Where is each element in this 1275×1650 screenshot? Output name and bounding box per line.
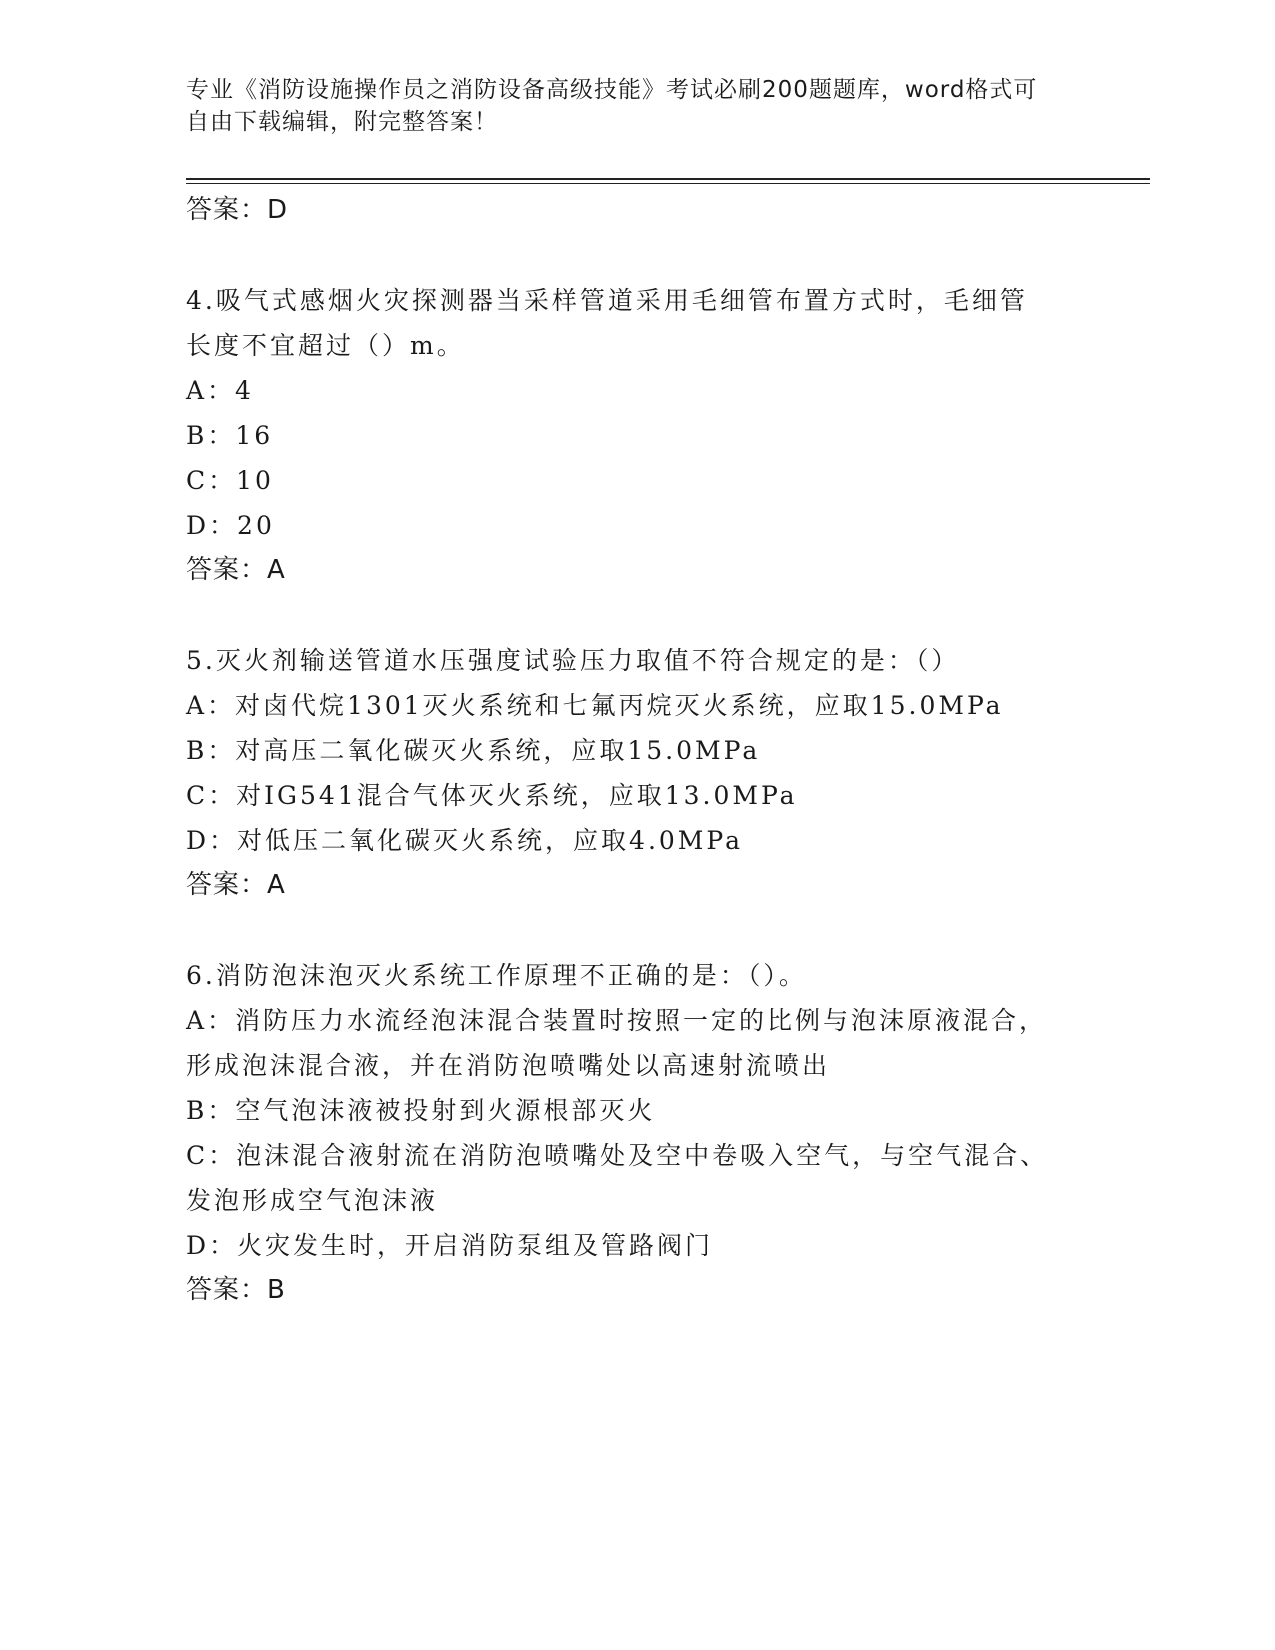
question-stem-line: 6.消防泡沫泡灭火系统工作原理不正确的是：（）。: [186, 961, 807, 990]
question-stem-line: 长度不宜超过（）m。: [186, 331, 465, 360]
answer: 答案：B: [186, 1275, 286, 1305]
option-b: B：空气泡沫液被投射到火源根部灭火: [186, 1096, 656, 1125]
option-d: D：对低压二氧化碳灭火系统，应取4.0MPa: [186, 826, 744, 855]
question-stem-line: 5.灭火剂输送管道水压强度试验压力取值不符合规定的是：（）: [186, 646, 960, 675]
option-d: D：20: [186, 511, 275, 540]
option-c-continued: 发泡形成空气泡沫液: [186, 1186, 439, 1215]
question-stem-line: 4.吸气式感烟火灾探测器当采样管道采用毛细管布置方式时，毛细管: [186, 286, 1028, 315]
spacer: [186, 593, 1066, 638]
header-line-2: 自由下载编辑，附完整答案！: [186, 109, 498, 135]
option-a: A：消防压力水流经泡沫混合装置时按照一定的比例与泡沫原液混合，: [186, 1006, 1048, 1035]
question-6: [186, 953, 1066, 1313]
option-b: B：16: [186, 421, 274, 450]
option-d: D：火灾发生时，开启消防泵组及管路阀门: [186, 1231, 714, 1260]
question-5: [186, 638, 1066, 908]
answer: 答案：A: [186, 870, 286, 900]
option-c: C：10: [186, 466, 274, 495]
question-4: [186, 278, 1066, 593]
page-header: [186, 74, 1066, 138]
header-line-1: 专业《消防设施操作员之消防设备高级技能》考试必刷200题题库，word格式可: [186, 77, 1038, 103]
option-a: A：对卤代烷1301灭火系统和七氟丙烷灭火系统，应取15.0MPa: [186, 691, 1004, 720]
option-a: A：4: [186, 376, 254, 405]
option-a-continued: 形成泡沫混合液，并在消防泡喷嘴处以高速射流喷出: [186, 1051, 831, 1080]
spacer: [186, 908, 1066, 953]
previous-answer: 答案：D: [186, 195, 289, 225]
answer: 答案：A: [186, 555, 286, 585]
option-c: C：对IG541混合气体灭火系统，应取13.0MPa: [186, 781, 798, 810]
document-body: [186, 188, 1066, 1313]
option-b: B：对高压二氧化碳灭火系统，应取15.0MPa: [186, 736, 761, 765]
option-c: C：泡沫混合液射流在消防泡喷嘴处及空中卷吸入空气，与空气混合、: [186, 1141, 1049, 1170]
header-rule-thin: [186, 183, 1150, 184]
spacer: [186, 233, 1066, 278]
header-rule-thick: [186, 178, 1150, 180]
